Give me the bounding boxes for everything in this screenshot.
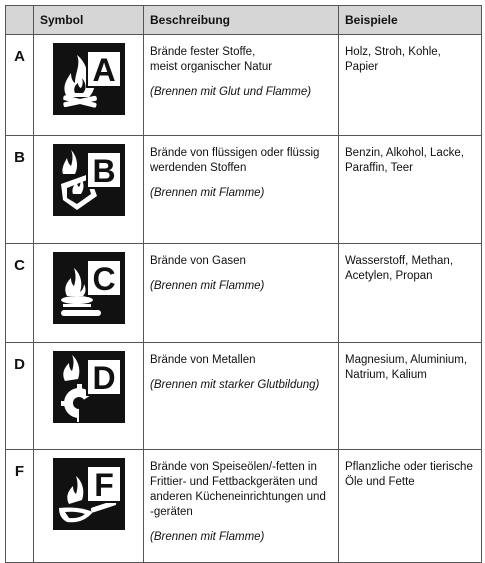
description-line: Brände von Metallen <box>150 354 256 366</box>
class-letter: A <box>6 35 34 136</box>
icon-letter: F <box>93 467 114 503</box>
table-row-a <box>6 35 482 136</box>
class-letter: D <box>6 343 34 450</box>
icon-letter: C <box>91 261 116 297</box>
fire-class-d-icon <box>53 351 125 423</box>
examples-cell: Pflanzliche oder tierische Öle und Fette <box>339 450 482 563</box>
header-description: Beschreibung <box>144 6 339 35</box>
icon-letter: A <box>91 52 116 88</box>
examples-cell: Holz, Stroh, Kohle, Papier <box>339 35 482 136</box>
header-examples: Beispiele <box>339 6 482 35</box>
description-line: Brände fester Stoffe, <box>150 46 256 58</box>
examples-cell: Benzin, Alkohol, Lacke, Paraffin, Teer <box>339 136 482 244</box>
burning-note: (Brennen mit Flamme) <box>150 531 265 543</box>
fire-class-f-icon <box>53 458 125 530</box>
burning-note: (Brennen mit Flamme) <box>150 187 265 199</box>
symbol-cell <box>34 343 144 450</box>
fire-class-c-icon <box>53 252 125 324</box>
description-cell <box>144 343 339 450</box>
symbol-cell <box>34 244 144 343</box>
table-row-b <box>6 136 482 244</box>
class-letter: B <box>6 136 34 244</box>
description-line: Brände von Speiseölen/-fetten in <box>150 461 317 473</box>
description-line: Brände von flüssigen oder flüssig <box>150 147 320 159</box>
description-line: Frittier- und Fettbackgeräten und <box>150 476 318 488</box>
symbol-cell <box>34 136 144 244</box>
class-letter: C <box>6 244 34 343</box>
table-row-f <box>6 450 482 563</box>
burning-note: (Brennen mit Flamme) <box>150 280 265 292</box>
fire-classes-table <box>5 5 482 563</box>
description-line: meist organischer Natur <box>150 61 273 73</box>
description-cell <box>144 35 339 136</box>
description-cell <box>144 136 339 244</box>
examples-cell: Magnesium, Aluminium, Natrium, Kalium <box>339 343 482 450</box>
table-header-row <box>6 6 482 35</box>
description-cell <box>144 450 339 563</box>
class-letter: F <box>6 450 34 563</box>
icon-letter: D <box>91 360 116 396</box>
description-cell <box>144 244 339 343</box>
icon-letter: B <box>91 153 116 189</box>
burning-note: (Brennen mit Glut und Flamme) <box>150 86 312 98</box>
description-line: werdenden Stoffen <box>150 162 247 174</box>
description-line: -geräten <box>150 506 193 518</box>
examples-cell: Wasserstoff, Methan, Acetylen, Propan <box>339 244 482 343</box>
fire-class-a-icon <box>53 43 125 115</box>
symbol-cell <box>34 35 144 136</box>
symbol-cell <box>34 450 144 563</box>
table-row-c <box>6 244 482 343</box>
description-line: anderen Kücheneinrichtungen und <box>150 491 326 503</box>
header-letter <box>6 6 34 35</box>
table-row-d <box>6 343 482 450</box>
burning-note: (Brennen mit starker Glutbildung) <box>150 379 320 391</box>
header-symbol: Symbol <box>34 6 144 35</box>
fire-class-b-icon <box>53 144 125 216</box>
fire-classes-table-wrapper <box>5 5 481 543</box>
description-line: Brände von Gasen <box>150 255 246 267</box>
